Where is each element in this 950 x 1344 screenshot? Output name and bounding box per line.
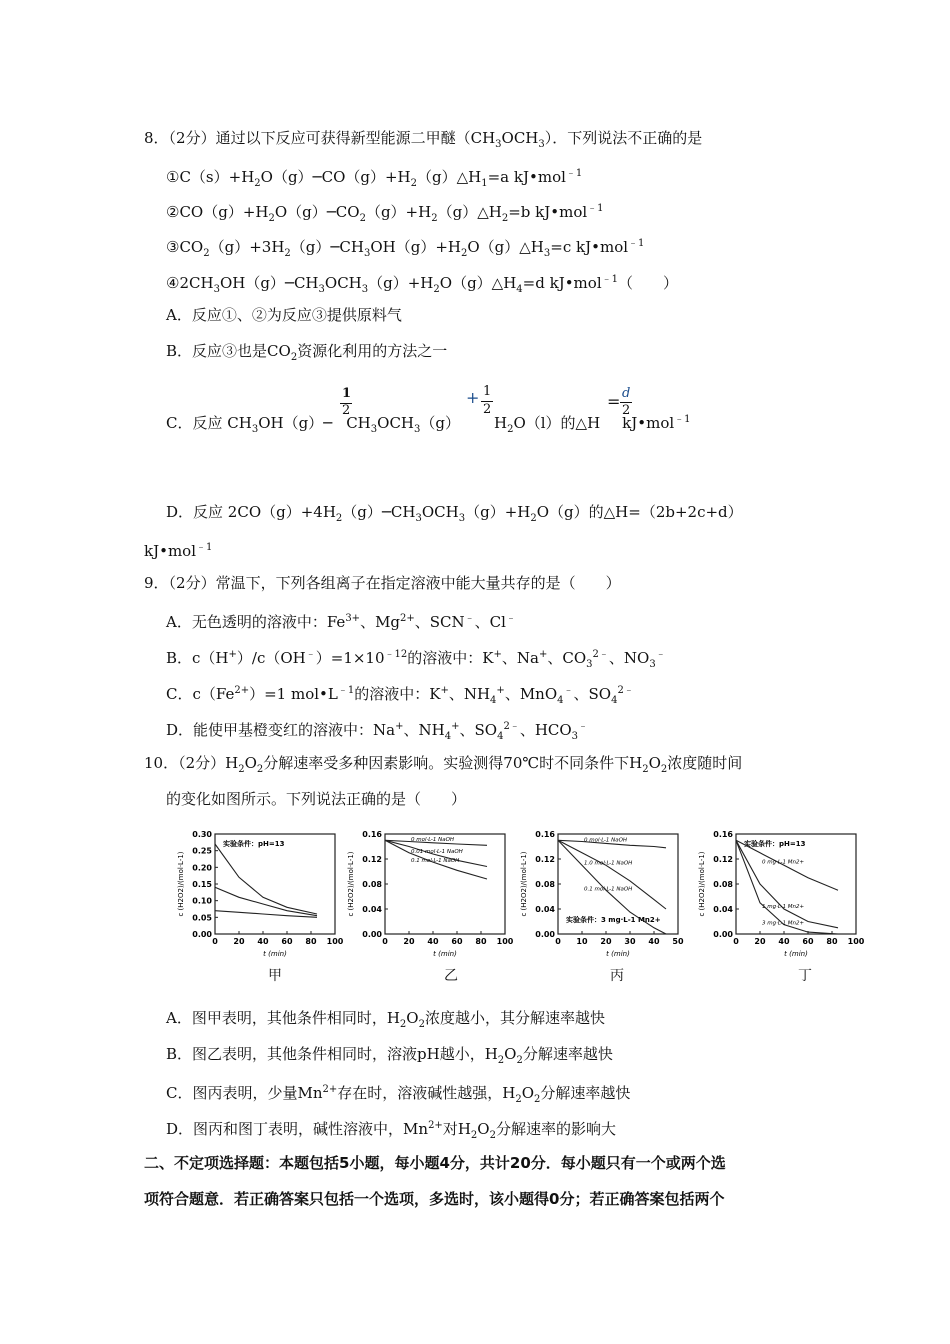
y-tick-label: 0.15	[192, 880, 212, 889]
x-tick-label: 20	[233, 937, 245, 946]
x-tick-label: 30	[624, 937, 636, 946]
x-tick-label: 100	[496, 937, 514, 946]
y-tick-label: 0.04	[362, 905, 382, 914]
plot-frame	[215, 834, 335, 934]
series-label: 0 mol·L-1 NaOH	[411, 836, 455, 843]
plot-frame	[736, 834, 856, 934]
y-tick-label: 0.00	[362, 930, 382, 939]
q10-option-d: D．图丙和图丁表明，碱性溶液中，$Mn^{2+}$对$H_2O_2$分解速率的影响大	[166, 1120, 616, 1141]
y-tick-label: 0.12	[535, 855, 555, 864]
q8-reaction-3: $③CO_2(g)+3H_2(g)─CH_3OH(g)+H_2O(g)\triangle H_3=c$ kJ•mol$^{﹣1}$	[166, 238, 645, 259]
x-tick-label: 40	[427, 937, 439, 946]
y-tick-label: 0.05	[192, 913, 212, 923]
x-tick-label: 50	[672, 937, 684, 946]
x-tick-label: 60	[281, 937, 293, 946]
x-axis-label: t (min)	[606, 950, 630, 958]
x-tick-label: 0	[212, 937, 218, 946]
q8-option-a: A．反应①、②为反应③提供原料气	[166, 306, 402, 324]
q10-option-c: C．图丙表明，少量$Mn^{2+}$存在时，溶液碱性越强，$H_2O_2$分解速率越快	[166, 1084, 631, 1105]
frac-2-den: 2	[483, 402, 492, 417]
series-label: 1 mg·L-1 Mn2+	[762, 904, 805, 910]
series-label: 1.0 mol·L-1 NaOH	[584, 860, 633, 867]
chart-jia	[175, 828, 345, 967]
chart-caption-yi: 乙	[444, 968, 458, 984]
y-tick-label: 0.04	[535, 905, 555, 914]
chart-annotation: 实验条件：pH=13	[744, 840, 806, 848]
y-tick-label: 0.08	[713, 880, 733, 889]
chart-bing	[518, 828, 698, 967]
y-tick-label: 0.30	[192, 830, 212, 839]
y-tick-label: 0.04	[713, 905, 733, 914]
y-axis-label: c (H2O2)/(mol·L-1)	[520, 851, 528, 917]
y-tick-label: 0.10	[192, 896, 212, 906]
chart-yi	[345, 828, 525, 967]
q9-stem: 9．（2分）常温下，下列各组离子在指定溶液中能大量共存的是（ ）	[144, 574, 621, 592]
x-tick-label: 100	[847, 937, 865, 946]
q10-stem-line1: 10．（2分）$H_2O_2$分解速率受多种因素影响。实验测得70℃时不同条件下$H_2O_2$浓度随时间	[144, 754, 743, 775]
frac-3-num: d	[622, 386, 631, 401]
x-tick-label: 40	[257, 937, 269, 946]
q9-option-a: A．无色透明的溶液中：$Fe^{3+}$、$Mg^{2+}$、SCN﹣、Cl﹣	[166, 613, 516, 631]
q10-option-a: A．图甲表明，其他条件相同时，$H_2O_2$浓度越小，其分解速率越快	[166, 1009, 605, 1030]
y-tick-label: 0.12	[713, 855, 733, 864]
series-label: 0.1 mol·L-1 NaOH	[584, 886, 633, 893]
x-tick-label: 10	[576, 937, 588, 946]
section2-line1: 二、不定项选择题：本题包括5小题，每小题4分，共计20分．每小题只有一个或两个选	[144, 1154, 726, 1172]
x-tick-label: 80	[305, 937, 317, 946]
q8-option-d: D．反应 $2CO(g)+4H_2(g)─CH_3OCH_3(g)+H_2O(g)$的△H=（2b+2c+d）	[166, 503, 743, 524]
y-axis-label: c (H2O2)/(mol·L-1)	[347, 851, 355, 917]
frac-2-num: 1	[483, 384, 492, 399]
chart-ding	[696, 828, 876, 967]
chart-caption-bing: 丙	[610, 968, 624, 984]
x-tick-label: 40	[648, 937, 660, 946]
x-tick-label: 80	[475, 937, 487, 946]
series-label: 3 mg·L-1 Mn2+	[762, 920, 805, 927]
q8-option-c: C．反应 $CH_3OH(g)─$ $CH_3OCH_3(g)$ $H_2O(l)$的△H kJ•mol$^{﹣1}$	[166, 414, 691, 435]
chart-annotation: 实验条件：3 mg·L-1 Mn2+	[566, 916, 661, 924]
y-tick-label: 0.08	[535, 880, 555, 889]
q9-option-d: D．能使甲基橙变红的溶液中：Na+、$NH_4^+$、$SO_4^{2﹣}$、$HCO_3^﹣$	[166, 721, 589, 742]
x-tick-label: 60	[802, 937, 814, 946]
x-axis-label: t (min)	[263, 950, 287, 958]
q8-reaction-1: $①C(s)+H_2O(g)─CO(g)+H_2(g)\triangle H_1=a$ kJ•mol$^{﹣1}$	[166, 168, 583, 189]
x-tick-label: 20	[754, 937, 766, 946]
plus-sign: +	[466, 388, 480, 407]
section2-line2: 项符合题意．若正确答案只包括一个选项，多选时，该小题得0分；若正确答案包括两个	[144, 1190, 725, 1208]
y-tick-label: 0.16	[362, 830, 382, 839]
q9-option-c: C．$c(Fe^{2+})=1$ $mol•L^{﹣1}$的溶液中：K+、$NH_4^+$、MnO$_4$﹣、$SO_4^{2﹣}$	[166, 685, 634, 706]
x-tick-label: 40	[778, 937, 790, 946]
x-tick-label: 20	[403, 937, 415, 946]
q10-option-b: B．图乙表明，其他条件相同时，溶液pH越小，$H_2O_2$分解速率越快	[166, 1045, 613, 1066]
x-tick-label: 0	[382, 937, 388, 946]
series-label: 0 mg·L-1 Mn2+	[762, 859, 805, 866]
x-tick-label: 0	[555, 937, 561, 946]
x-axis-label: t (min)	[433, 950, 457, 958]
q10-stem-line2: 的变化如图所示。下列说法正确的是（ ）	[166, 790, 467, 808]
y-tick-label: 0.00	[713, 930, 733, 939]
series-label: 0.01 mol·L-1 NaOH	[411, 849, 463, 855]
y-tick-label: 0.00	[535, 930, 555, 939]
y-tick-label: 0.08	[362, 880, 382, 889]
frac-3-den: 2	[622, 403, 631, 418]
y-axis-label: c (H2O2)/(mol·L-1)	[698, 851, 706, 917]
y-tick-label: 0.12	[362, 855, 382, 864]
chart-annotation: 实验条件：pH=13	[223, 840, 285, 848]
q8-option-b: B．反应③也是$CO_2$资源化利用的方法之一	[166, 342, 448, 363]
x-tick-label: 20	[600, 937, 612, 946]
frac-1-den: 2	[342, 403, 351, 418]
y-tick-label: 0.16	[535, 830, 555, 839]
series-label: 0 mol·L-1 NaOH	[584, 837, 628, 844]
x-tick-label: 60	[451, 937, 463, 946]
x-tick-label: 0	[733, 937, 739, 946]
y-tick-label: 0.00	[192, 930, 212, 939]
chart-caption-jia: 甲	[268, 968, 282, 984]
x-axis-label: t (min)	[784, 950, 808, 958]
q8-reaction-4: $④2CH_3OH(g)─CH_3OCH_3(g)+H_2O(g)\triangle H_4=d$ kJ•mol$^{﹣1}$（ ）	[166, 274, 679, 295]
frac-1-num: 1	[342, 386, 352, 401]
y-axis-label: c (H2O2)/(mol·L-1)	[177, 851, 185, 917]
q8-option-d-unit: kJ•mol$^{﹣1}$	[144, 542, 213, 560]
y-tick-label: 0.20	[192, 863, 212, 873]
x-tick-label: 100	[326, 937, 344, 946]
x-tick-label: 80	[826, 937, 838, 946]
y-tick-label: 0.25	[192, 846, 212, 856]
series-label: 0.1 mol·L-1 NaOH	[411, 858, 460, 865]
chart-caption-ding: 丁	[798, 968, 812, 984]
q8-reaction-2: $②CO(g)+H_2O(g)─CO_2(g)+H_2(g)\triangle H_2=b$ kJ•mol$^{﹣1}$	[166, 203, 604, 224]
q8-stem: 8．（2分）通过以下反应可获得新型能源二甲醚$(CH_3OCH_3)$．下列说法不正确的是	[144, 129, 703, 150]
q9-option-b: B．$c(H^+)/c(OH^﹣)=1\times 10^{﹣12}$的溶液中：K+、Na+、$CO_3^{2﹣}$、$NO_3^﹣$	[166, 649, 666, 670]
equals-sign: =	[607, 392, 621, 411]
y-tick-label: 0.16	[713, 830, 733, 839]
